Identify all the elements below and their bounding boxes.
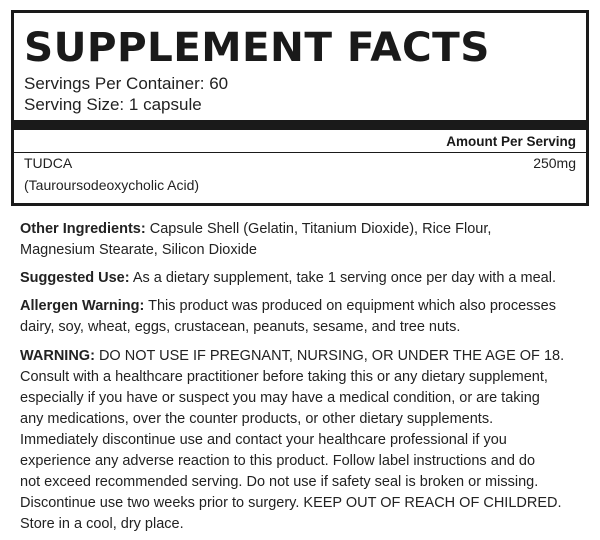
serving-size-value: 1 capsule — [128, 95, 202, 114]
suggested-use-text: As a dietary supplement, take 1 serving once per day with a meal. — [132, 270, 556, 286]
thick-divider — [14, 120, 586, 130]
allergen-warning-line: dairy, soy, wheat, eggs, crustacean, peanuts, sesame, and tree nuts. — [20, 319, 461, 335]
warning-line — [20, 346, 592, 367]
warning-line: Discontinue use two weeks prior to surgery. KEEP OUT OF REACH OF CHILDRED. — [20, 495, 562, 511]
allergen-warning — [20, 296, 592, 338]
supplement-facts-panel — [11, 10, 589, 206]
serving-size-label: Serving Size: — [24, 95, 125, 114]
warning-line: Immediately discontinue use and contact your healthcare professional if you — [20, 432, 507, 448]
allergen-warning-line — [20, 296, 592, 317]
ingredient-amount: 250mg — [533, 155, 576, 171]
other-ingredients-text: Capsule Shell (Gelatin, Titanium Dioxide), Rice Flour, — [149, 221, 492, 237]
warning-line: experience any adverse reaction to this product. Follow label instructions and do — [20, 453, 536, 469]
ingredient-name: TUDCA — [24, 155, 73, 171]
servings-per-container — [24, 74, 228, 94]
warning-line: especially if you have or suspect you may have a medical condition, or are taking — [20, 390, 540, 406]
warning-line: Consult with a healthcare practitioner before taking this or any dietary supplement, — [20, 369, 548, 385]
servings-per-container-value: 60 — [209, 74, 229, 93]
serving-size — [24, 95, 202, 115]
warning-line: any medications, over the counter products, or other dietary supplements. — [20, 411, 494, 427]
warning-line: Store in a cool, dry place. — [20, 516, 184, 532]
other-ingredients-line — [20, 219, 592, 240]
warning-text: DO NOT USE IF PREGNANT, NURSING, OR UNDER THE AGE OF 18. — [98, 348, 565, 364]
warning-line: not exceed recommended serving. Do not use if safety seal is broken or missing. — [20, 474, 539, 490]
suggested-use-line — [20, 268, 592, 289]
other-ingredients-label: Other Ingredients: — [20, 221, 146, 237]
warning-statement — [20, 346, 592, 535]
other-ingredients — [20, 219, 592, 261]
ingredient-subname: (Tauroursodeoxycholic Acid) — [24, 177, 200, 193]
allergen-warning-text: This product was produced on equipment which also processes — [148, 298, 556, 314]
thin-divider — [14, 152, 586, 153]
other-ingredients-line: Magnesium Stearate, Silicon Dioxide — [20, 242, 257, 258]
suggested-use — [20, 268, 592, 289]
panel-title: SUPPLEMENT FACTS — [24, 23, 490, 71]
amount-per-serving-header: Amount Per Serving — [446, 134, 576, 149]
servings-per-container-label: Servings Per Container: — [24, 74, 205, 93]
warning-label: WARNING: — [20, 348, 95, 364]
suggested-use-label: Suggested Use: — [20, 270, 130, 286]
allergen-warning-label: Allergen Warning: — [20, 298, 145, 314]
